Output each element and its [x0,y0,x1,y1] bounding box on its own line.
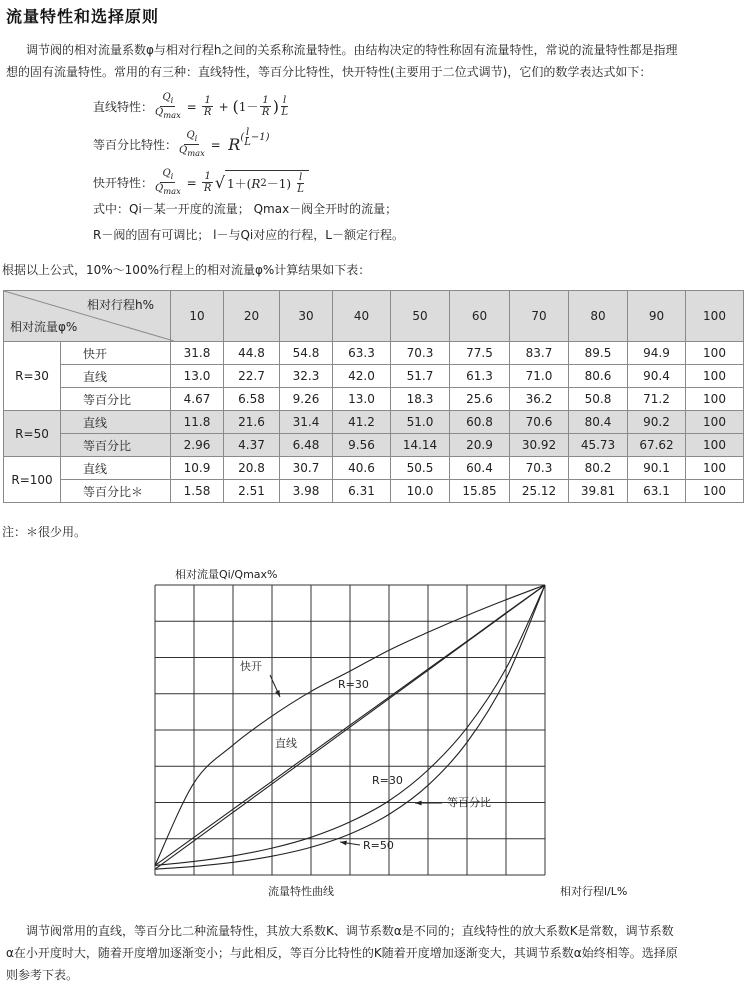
table-cell: 100 [686,342,744,365]
table-cell: 90.4 [628,365,686,388]
table-cell: 50.8 [569,388,628,411]
table-corner-header [4,291,171,342]
table-cell: 100 [686,411,744,434]
table-cell: 9.26 [280,388,333,411]
chart-x-label: 相对行程l/L% [560,885,628,898]
formula-equal-percentage: 等百分比特性： $\frac{Q_i}{Q_{max}}$ = R ( $\frac{l}{L}$ −1) [93,127,270,158]
row-type-label: 等百分比＊ [61,480,171,503]
formula-equal-pct-label: 等百分比特性： [93,138,178,152]
row-type-label: 快开 [61,342,171,365]
label-quick-open: 快开 [240,660,262,673]
table-cell: 31.4 [280,411,333,434]
chart-y-label: 相对流量Qi/Qmax% [175,568,278,581]
table-cell: 63.1 [628,480,686,503]
row-type-label: 等百分比 [61,388,171,411]
l-over-L-fraction: $\frac{l}{L}$ [281,95,288,118]
table-cell: 20.8 [224,457,280,480]
table-cell: 1.58 [171,480,224,503]
row-type-label: 等百分比 [61,434,171,457]
table-cell: 25.6 [450,388,510,411]
table-cell: 6.48 [280,434,333,457]
column-header-100: 100 [686,291,744,342]
table-cell: 70.6 [510,411,569,434]
label-r50: R=50 [363,839,394,852]
table-cell: 21.6 [224,411,280,434]
formula-quick-open: 快开特性： $\frac{Q_i}{Q_{max}}$ = $\frac{1}{R}$ √ 1＋( R 2 －1) $\frac{l}{L}$ [93,168,309,197]
page-title: 流量特性和选择原则 [6,7,160,26]
table-cell: 45.73 [569,434,628,457]
table-cell: 30.92 [510,434,569,457]
header-stroke-label: 相对行程h% [86,298,154,312]
table-cell: 77.5 [450,342,510,365]
table-cell: 14.14 [391,434,450,457]
column-header-80: 80 [569,291,628,342]
table-cell: 20.9 [450,434,510,457]
flow-table-wrapper [3,290,744,503]
table-cell: 83.7 [510,342,569,365]
table-cell: 51.7 [391,365,450,388]
table-cell: 100 [686,388,744,411]
table-cell: 13.0 [171,365,224,388]
table-row [4,388,744,411]
label-r30-top: R=30 [338,678,369,691]
r-group-label: R=30 [4,342,61,411]
column-header-70: 70 [510,291,569,342]
arrow-r50-head [340,841,347,846]
table-cell: 4.67 [171,388,224,411]
table-intro: 根据以上公式，10%～100%行程上的相对流量φ%计算结果如下表： [2,263,371,277]
table-cell: 89.5 [569,342,628,365]
table-cell: 100 [686,365,744,388]
flow-characteristic-chart [150,580,550,880]
formula-linear-label: 直线特性： [93,100,154,114]
row-type-label: 直线 [61,365,171,388]
table-cell: 80.2 [569,457,628,480]
table-cell: 25.12 [510,480,569,503]
table-cell: 18.3 [391,388,450,411]
table-cell: 71.0 [510,365,569,388]
table-row [4,365,744,388]
table-cell: 80.4 [569,411,628,434]
table-cell: 90.2 [628,411,686,434]
chart-caption: 流量特性曲线 [268,885,334,898]
table-cell: 2.96 [171,434,224,457]
arrow-equal-pct-head [415,801,422,806]
table-cell: 40.6 [333,457,391,480]
table-cell: 71.2 [628,388,686,411]
table-cell: 70.3 [391,342,450,365]
outro-line-1: 调节阀常用的直线，等百分比二种流量特性，其放大系数K、调节系数α是不同的；直线特性的放大系数K是常数，调节系数 [26,924,674,938]
table-row [4,411,744,434]
intro-line-1: 调节阀的相对流量系数φ与相对行程h之间的关系称流量特性。由结构决定的特性称固有流量特性，常说的流量特性都是指理 [26,43,678,57]
table-cell: 51.0 [391,411,450,434]
formula-quick-label: 快开特性： [93,176,154,190]
table-cell: 4.37 [224,434,280,457]
table-cell: 61.3 [450,365,510,388]
one-over-r-fraction: $\frac{1}{R}$ [203,171,212,194]
table-note: 注：＊很少用。 [2,525,87,539]
table-cell: 54.8 [280,342,333,365]
table-cell: 67.62 [628,434,686,457]
q-ratio-fraction: $\frac{Q_i}{Q_{max}}$ [155,168,181,196]
table-row [4,457,744,480]
one-over-r-fraction-2: $\frac{1}{R}$ [261,95,270,118]
table-row [4,480,744,503]
table-cell: 2.51 [224,480,280,503]
table-cell: 44.8 [224,342,280,365]
table-cell: 30.7 [280,457,333,480]
table-cell: 60.8 [450,411,510,434]
table-cell: 41.2 [333,411,391,434]
r-group-label: R=50 [4,411,61,457]
table-cell: 36.2 [510,388,569,411]
table-cell: 9.56 [333,434,391,457]
row-type-label: 直线 [61,411,171,434]
label-equal-pct: 等百分比 [447,796,491,809]
formula-legend-2: R－阀的固有可调比； l－与Qi对应的行程，L－额定行程。 [93,228,404,242]
table-cell: 10.0 [391,480,450,503]
q-ratio-fraction: $\frac{Q_i}{Q_{max}}$ [155,92,181,120]
table-cell: 50.5 [391,457,450,480]
row-type-label: 直线 [61,457,171,480]
table-cell: 6.31 [333,480,391,503]
one-over-r-fraction: $\frac{1}{R}$ [203,95,212,118]
flow-characteristic-table [3,290,744,503]
table-cell: 80.6 [569,365,628,388]
table-cell: 22.7 [224,365,280,388]
table-cell: 39.81 [569,480,628,503]
sqrt-term: 1＋( R 2 －1) $\frac{l}{L}$ [225,170,309,195]
table-cell: 90.1 [628,457,686,480]
table-cell: 10.9 [171,457,224,480]
formula-legend-1: 式中：Qi－某一开度的流量； Qmax－阀全开时的流量； [93,202,398,216]
r-group-label: R=100 [4,457,61,503]
table-cell: 100 [686,457,744,480]
table-cell: 31.8 [171,342,224,365]
table-cell: 32.3 [280,365,333,388]
table-header-row [4,291,744,342]
table-cell: 63.3 [333,342,391,365]
column-header-60: 60 [450,291,510,342]
table-cell: 3.98 [280,480,333,503]
table-cell: 15.85 [450,480,510,503]
outro-line-3: 则参考下表。 [6,968,79,982]
l-over-L-fraction: $\frac{l}{L}$ [297,172,304,195]
table-cell: 100 [686,480,744,503]
table-cell: 6.58 [224,388,280,411]
column-header-10: 10 [171,291,224,342]
table-cell: 13.0 [333,388,391,411]
q-ratio-fraction: $\frac{Q_i}{Q_{max}}$ [179,130,205,158]
table-cell: 100 [686,434,744,457]
column-header-30: 30 [280,291,333,342]
label-linear: 直线 [275,737,297,750]
column-header-40: 40 [333,291,391,342]
column-header-20: 20 [224,291,280,342]
column-header-90: 90 [628,291,686,342]
table-row [4,434,744,457]
table-cell: 60.4 [450,457,510,480]
intro-line-2: 想的固有流量特性。常用的有三种：直线特性，等百分比特性，快开特性(主要用于二位式调节)，它们的数学表达式如下： [6,65,652,79]
header-flow-label: 相对流量φ% [10,320,78,334]
outro-line-2: α在小开度时大，随着开度增加逐渐变小；与此相反，等百分比特性的K随着开度增加逐渐变大，其调节系数α始终相等。选择原 [6,946,678,960]
column-header-50: 50 [391,291,450,342]
table-cell: 11.8 [171,411,224,434]
table-cell: 42.0 [333,365,391,388]
table-cell: 94.9 [628,342,686,365]
table-cell: 70.3 [510,457,569,480]
label-r30-mid: R=30 [372,774,403,787]
formula-linear: 直线特性： $\frac{Q_i}{Q_{max}}$ = $\frac{1}{R}$ + ( 1－ $\frac{1}{R}$ ) $\frac{l}{L}$ [93,92,288,120]
table-row [4,342,744,365]
